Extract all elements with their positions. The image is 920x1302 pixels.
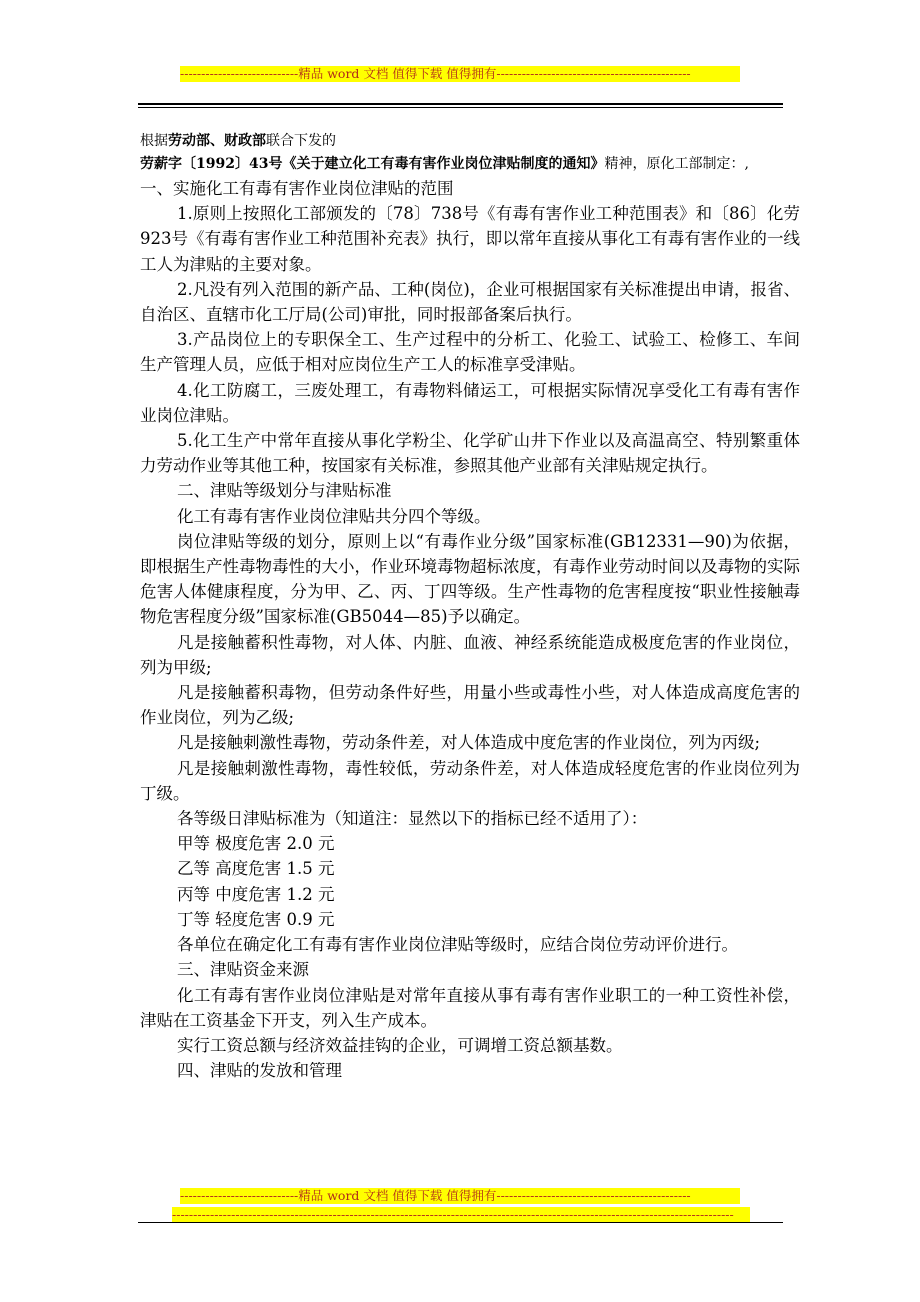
paragraph-grades-intro: 化工有毒有害作业岗位津贴共分四个等级。 xyxy=(177,506,491,526)
intro-bold-notice: 劳薪字〔1992〕43号《关于建立化工有毒有害作业岗位津贴制度的通知》 xyxy=(140,156,605,172)
allowance-row-d: 丁等 轻度危害 0.9 元 xyxy=(177,909,335,929)
paragraph-grade-d: 凡是接触刺激性毒物，毒性较低，劳动条件差，对人体造成轻度危害的作业岗位列为丁级。 xyxy=(140,758,800,803)
paragraph-grade-c: 凡是接触刺激性毒物，劳动条件差，对人体造成中度危害的作业岗位，列为丙级; xyxy=(177,733,761,753)
header-rule-thin xyxy=(138,107,783,108)
paragraph-item-5: 5.化工生产中常年直接从事化学粉尘、化学矿山井下作业以及高温高空、特别繁重体力劳动作业等其他工种，按国家有关标准，参照其他产业部有关津贴规定执行。 xyxy=(140,431,800,476)
intro-bold-ministries: 劳动部、财政部 xyxy=(168,133,266,149)
intro-text: 精神，原化工部制定：, xyxy=(604,156,749,172)
section-heading-3: 三、津贴资金来源 xyxy=(177,960,309,980)
paragraph-evaluation: 各单位在确定化工有毒有害作业岗位津贴等级时，应结合岗位劳动评价进行。 xyxy=(177,935,738,955)
section-heading-1: 一、实施化工有毒有害作业岗位津贴的范围 xyxy=(140,179,454,198)
paragraph-daily-standard: 各等级日津贴标准为（知道注：显然以下的指标已经不适用了）： xyxy=(177,809,648,829)
document-body xyxy=(140,130,800,1083)
paragraph-item-1: 1.原则上按照化工部颁发的〔78〕738号《有毒有害作业工种范围表》和〔86〕化劳923号《有毒有害作业工种范围补充表》执行，即以常年直接从事化工有毒有害作业的一线工人为津贴的主要对象。 xyxy=(140,204,800,274)
section-heading-4: 四、津贴的发放和管理 xyxy=(177,1061,342,1081)
header-rule-thick xyxy=(138,103,783,105)
allowance-row-b: 乙等 高度危害 1.5 元 xyxy=(177,859,335,879)
footer-rule xyxy=(138,1222,783,1223)
paragraph-grading-basis: 岗位津贴等级的划分，原则上以“有毒作业分级”国家标准(GB12331—90)为依据，即根据生产性毒物毒性的大小，作业环境毒物超标浓度，有毒作业劳动时间以及毒物的实际危害人体健康程度，分为甲、乙、丙、丁四等级。生产性毒物的危害程度按“职业性接触毒物危害程度分级”国家标准(GB5044—85)予以确定。 xyxy=(140,531,800,627)
paragraph-item-3: 3.产品岗位上的专职保全工、生产过程中的分析工、化验工、试验工、检修工、车间生产管理人员，应低于相对应岗位生产工人的标准享受津贴。 xyxy=(140,330,800,375)
footer-dash-line: ------------------------------------------------------------------------------------------------------------------------------------- xyxy=(172,1207,750,1223)
intro-text: 联合下发的 xyxy=(266,133,336,149)
intro-text: 根据 xyxy=(140,133,168,149)
paragraph-grade-b: 凡是接触蓄积毒物，但劳动条件好些，用量小些或毒性小些，对人体造成高度危害的作业岗位，列为乙级; xyxy=(140,683,800,728)
paragraph-funding: 化工有毒有害作业岗位津贴是对常年直接从事有毒有害作业职工的一种工资性补偿，津贴在工资基金下开支，列入生产成本。 xyxy=(140,985,800,1030)
section-heading-2: 二、津贴等级划分与津贴标准 xyxy=(177,481,392,501)
allowance-row-a: 甲等 极度危害 2.0 元 xyxy=(177,834,335,854)
footer-banner: ----------------------------精品 word 文档 值得下载 值得拥有---------------------------------------------- xyxy=(180,1188,740,1204)
header-banner: ----------------------------精品 word 文档 值得下载 值得拥有---------------------------------------------- xyxy=(180,66,740,82)
paragraph-wage-base: 实行工资总额与经济效益挂钩的企业，可调增工资总额基数。 xyxy=(177,1035,623,1055)
paragraph-grade-a: 凡是接触蓄积性毒物，对人体、内脏、血液、神经系统能造成极度危害的作业岗位，列为甲级; xyxy=(140,632,800,677)
allowance-row-c: 丙等 中度危害 1.2 元 xyxy=(177,884,335,904)
paragraph-item-4: 4.化工防腐工，三废处理工，有毒物料储运工，可根据实际情况享受化工有毒有害作业岗位津贴。 xyxy=(140,380,800,425)
intro-paragraph xyxy=(140,130,800,176)
paragraph-item-2: 2.凡没有列入范围的新产品、工种(岗位)，企业可根据国家有关标准提出申请，报省、自治区、直辖市化工厅局(公司)审批，同时报部备案后执行。 xyxy=(140,279,800,325)
